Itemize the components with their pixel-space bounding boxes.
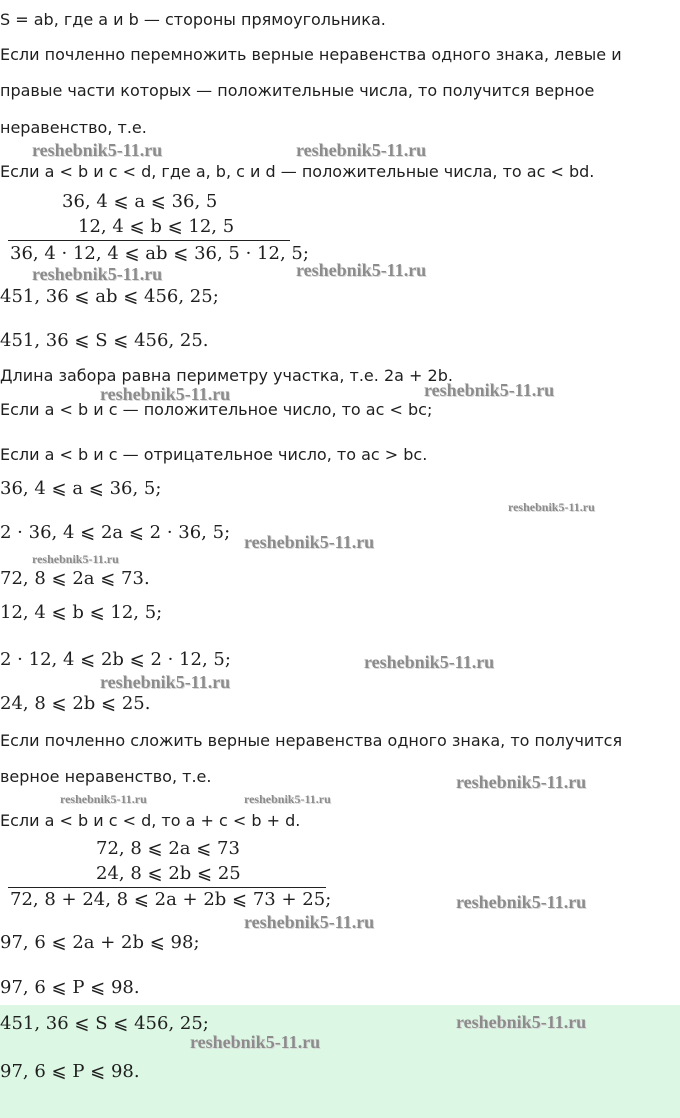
text-line: Если a < b и c < d, то a + c < b + d. — [0, 811, 301, 830]
text-line: Длина забора равна периметру участка, т.е. 2a + 2b. — [0, 366, 453, 385]
watermark: reshebnik5-11.ru — [296, 260, 427, 280]
watermark: reshebnik5-11.ru — [60, 792, 147, 806]
math-line: 2 · 12, 4 ⩽ 2b ⩽ 2 · 12, 5; — [0, 649, 231, 670]
math-line: 2 · 36, 4 ⩽ 2a ⩽ 2 · 36, 5; — [0, 522, 231, 543]
text-line: S = ab, где a и b — стороны прямоугольника. — [0, 10, 386, 29]
text-line: Если a < b и c — положительное число, то ac < bc; — [0, 400, 433, 419]
math-line: 72, 8 ⩽ 2a ⩽ 73 — [96, 838, 240, 859]
watermark: reshebnik5-11.ru — [364, 652, 495, 672]
watermark: reshebnik5-11.ru — [244, 912, 375, 932]
math-line: 97, 6 ⩽ P ⩽ 98. — [0, 977, 140, 998]
math-line: 451, 36 ⩽ S ⩽ 456, 25. — [0, 330, 209, 351]
watermark: reshebnik5-11.ru — [456, 1012, 587, 1032]
text-line: верное неравенство, т.е. — [0, 767, 212, 786]
math-line: 36, 4 · 12, 4 ⩽ ab ⩽ 36, 5 · 12, 5; — [10, 243, 309, 264]
watermark: reshebnik5-11.ru — [456, 772, 587, 792]
text-line: Если почленно сложить верные неравенства одного знака, то получится — [0, 731, 623, 750]
watermark: reshebnik5-11.ru — [32, 140, 163, 160]
text-line: Если почленно перемножить верные неравенства одного знака, левые и — [0, 45, 622, 64]
watermark: reshebnik5-11.ru — [296, 140, 427, 160]
watermark: reshebnik5-11.ru — [190, 1032, 321, 1052]
math-line: 24, 8 ⩽ 2b ⩽ 25 — [96, 863, 241, 884]
text-line: неравенство, т.е. — [0, 118, 147, 137]
math-line: 36, 4 ⩽ a ⩽ 36, 5 — [62, 191, 218, 212]
answer-line: 97, 6 ⩽ P ⩽ 98. — [0, 1061, 140, 1082]
watermark: reshebnik5-11.ru — [100, 384, 231, 404]
math-line: 72, 8 + 24, 8 ⩽ 2a + 2b ⩽ 73 + 25; — [10, 889, 332, 910]
math-line: 451, 36 ⩽ ab ⩽ 456, 25; — [0, 286, 219, 307]
math-line: 36, 4 ⩽ a ⩽ 36, 5; — [0, 478, 162, 499]
watermark: reshebnik5-11.ru — [32, 552, 119, 566]
fraction-bar — [8, 240, 290, 241]
watermark: reshebnik5-11.ru — [244, 532, 375, 552]
watermark: reshebnik5-11.ru — [244, 792, 331, 806]
text-line: Если a < b и c — отрицательное число, то ac > bc. — [0, 445, 428, 464]
fraction-bar — [8, 887, 326, 888]
math-line: 97, 6 ⩽ 2a + 2b ⩽ 98; — [0, 932, 200, 953]
math-line: 72, 8 ⩽ 2a ⩽ 73. — [0, 568, 150, 589]
watermark: reshebnik5-11.ru — [508, 500, 595, 514]
text-line: правые части которых — положительные числа, то получится верное — [0, 81, 595, 100]
watermark: reshebnik5-11.ru — [100, 672, 231, 692]
text-line: Если a < b и c < d, где a, b, c и d — положительные числа, то ac < bd. — [0, 162, 595, 181]
math-line: 12, 4 ⩽ b ⩽ 12, 5 — [78, 216, 235, 237]
answer-line: 451, 36 ⩽ S ⩽ 456, 25; — [0, 1013, 209, 1034]
watermark: reshebnik5-11.ru — [424, 380, 555, 400]
watermark: reshebnik5-11.ru — [32, 264, 163, 284]
math-line: 24, 8 ⩽ 2b ⩽ 25. — [0, 693, 151, 714]
watermark: reshebnik5-11.ru — [456, 892, 587, 912]
math-line: 12, 4 ⩽ b ⩽ 12, 5; — [0, 602, 163, 623]
